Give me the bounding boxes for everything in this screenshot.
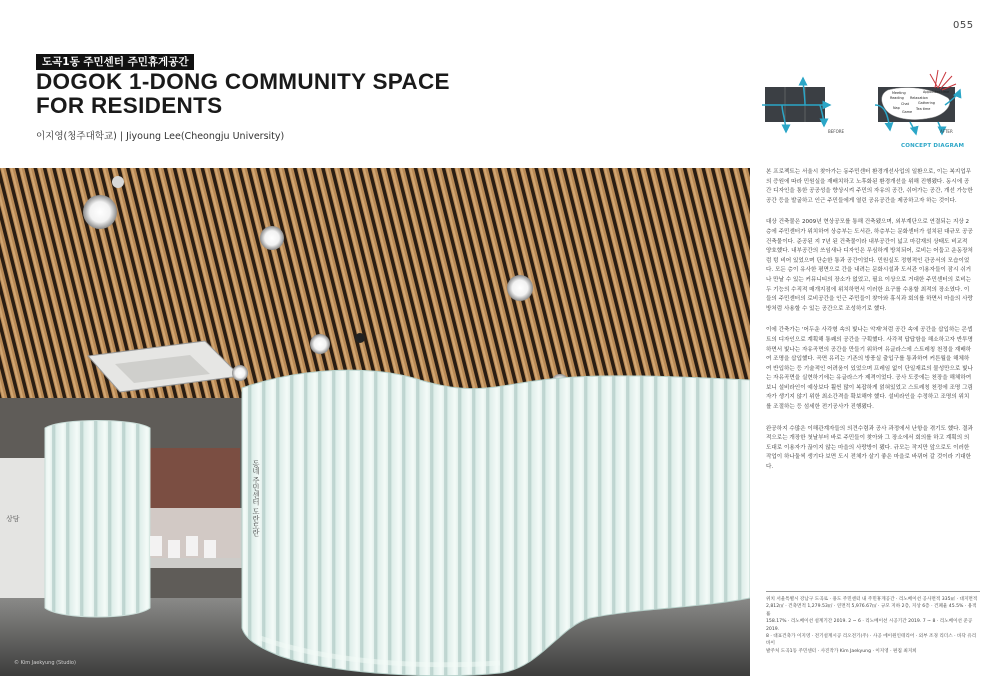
before-label: BEFORE — [828, 129, 845, 134]
page-title — [36, 70, 450, 118]
diagram-word: Gathering — [918, 101, 935, 105]
title-line-2: FOR RESIDENTS — [36, 93, 223, 118]
side-sign: 상담 — [6, 515, 20, 523]
body-paragraph-2: 대상 건축물은 2009년 현상공모를 통해 건축됐으며, 외부계단으로 연결되는 지상 2층에 주민센터가 위치하여 상층부는 도서관, 하층부는 문화센터가 설치된 대규모 공공건축물이다. 준공된 지 7년 된 건축물이라 내부공간이 넓고 마감재의 상태도 비교적 양호했다. 내부공간의 쓰임새나 디자인은 무심하게 방치되어, 로비는 어둡고 운동장처럼 텅 비어 있었으며 단순한 통과 공간이었다. 민원실도 정형적인 관공서의 모습이었다. 모든 층이 유사한 평면으로 간을 내려는 문화시설과 도서관 이용자들이 잠시 쉬거나 만날 수 있는 커뮤니티의 장소가 없었고, 필요 이상으로 거대한 주민센터의 로비는 두 기능의 수직적 매개지점에 위치하면서 이러한 요구를 수용할 최적의 장소였다. 이들의 주민센터의 로비공간을 인근 주민들이 찾아와 휴식과 회의를 하면서 마을의 사랑방처럼 사용할 수 있는 공간으로 조성하기로 했다. — [766, 219, 973, 312]
diagram-word: Game — [902, 110, 913, 114]
before-diagram — [762, 78, 845, 134]
photo-illustration — [0, 168, 750, 676]
diagram-word: Nap — [893, 106, 900, 110]
diagram-word: Reading — [890, 96, 904, 100]
diagram-caption: CONCEPT DIAGRAM — [901, 143, 965, 149]
project-info — [766, 591, 980, 655]
info-line: 158.17% · 리노베이션 설계기간 2019. 2 ~ 6 · 리노베이션 시공기간 2019. 7 ~ 8 · 리노베이션 준공 2019. — [766, 619, 973, 632]
diagram-word: Relaxation — [910, 96, 928, 100]
section-tag: 도곡1동 주민센터 주민휴게공간 — [36, 54, 194, 70]
info-line: 8 · 대표건축가 이지영 · 전기설계시공 리오전기(주) · 사공 에이원인테리어 · 외부 조경 리더스 · 바닥 유리바이 — [766, 634, 977, 647]
after-diagram — [875, 70, 960, 134]
diagram-word: Appointed time — [923, 90, 950, 94]
after-label: AFTER — [940, 129, 953, 134]
body-paragraph-3: 이에 간축가는 '어두운 사각형 속의 빛나는 악재'처럼 공간 속에 공간을 삽입하는 콘셉트의 디자인으로 계획해 통쾌의 공간을 구획했다. 사각적 답답함을 해소하고자 반투명하면서 빛나는 자유곡면의 공간을 만들기 위하여 유글라스에 스트레칭 천정을 재배하여 조명을 삽입했다. 곡면 유리는 기존의 방풍실 출입구를 통과하여 커튼월을 해체하여 반입하는 등 기술적인 어려움이 있었으며 프레임 없이 단일재료의 물성만으로 빛나는 자유곡면을 실현하기에는 유글라스가 제격이었다. 공사 도중에는 천장을 해체하여 보니 설비라인이 예상보다 훨씬 많이 복잡하게 얽혀있었고 스트레칭 천정에 조명 그림자가 생기지 않기 위한 최소간격을 확보해야 했다. 설비라인을 수정하고 조명의 위치를 조절하는 등 섬세한 전기공사가 진행됐다. — [766, 327, 973, 411]
diagram-word: Meeting — [892, 91, 906, 95]
room-sign — [246, 460, 260, 537]
body-paragraph-4: 완공하지 수많은 이해관계자들의 의견수렴과 공사 과정에서 난항을 겪기도 했다. 결과적으로는 개장한 첫날부터 바로 주민들이 찾아와 그 장소에서 회의를 하고 계획의 의도대로 이용자가 끊이지 않는 마을의 사랑방이 됐다. 규모는 작지만 앞으로도 이러한 작업이 하나둘씩 생기다 보면 도시 전체가 살기 좋은 마을로 바뀌어 갈 것이라 기대한다. — [766, 425, 973, 471]
article-body — [766, 168, 974, 485]
author-credit: 이지영(청주대학교) | Jiyoung Lee(Cheongju University) — [36, 131, 285, 142]
photo-credit: © Kim Jaekyung (Studio) — [14, 660, 76, 666]
info-line: 발주처 도곡1동 주민센터 · 사진작가 Kim Jaekyung · 이지영 · 편집 최지희 — [766, 648, 917, 654]
info-line: 2,812㎡ · 건축면적 1,279.53㎡ · 연면적 5,976.67㎡ · 규모 지하 2층, 지상 6층 · 건폐율 45.5% · 용적률 — [766, 604, 977, 617]
diagram-word: Chat — [901, 102, 909, 106]
body-paragraph-1: 본 프로젝트는 서울시 찾아가는 동주민센터 환경개선사업의 일환으로, 이는 복지업무의 증원에 따라 민원실을 재배치하고 노후화된 환경개선을 위해 진행됐다. 동시에 공간 디자인을 통한 공공성을 향상시켜 주민의 자유의 공간, 쉬어가는 공간, 개선 가능한 공간 등을 발굴하고 인근 주민들에게 열린 공유공간을 제공하고자 하는 것이다. — [766, 169, 973, 204]
title-line-1: DOGOK 1-DONG COMMUNITY SPACE — [36, 69, 450, 94]
room-sign-text: 동네 주민센터 도란도란 — [252, 460, 261, 537]
info-line: 위치 서울특별시 강남구 도곡로 · 용도 주민센터 내 주민휴게공간 · 리노베이션 공사면적 335㎡ · 대지면적 — [766, 597, 978, 602]
page-number: 055 — [953, 20, 974, 31]
interior-photo — [0, 168, 750, 676]
diagram-word: Tea time — [916, 107, 931, 111]
